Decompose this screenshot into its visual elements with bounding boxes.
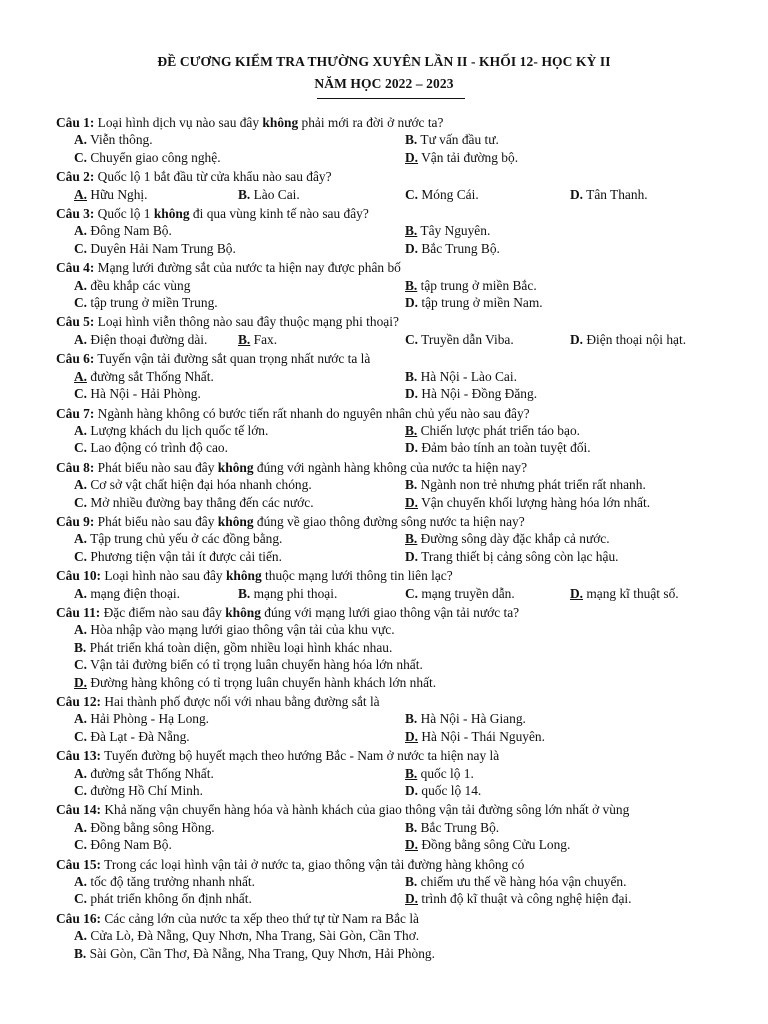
answer-option[interactable] (238, 585, 405, 602)
answer-options (56, 131, 736, 166)
option-letter: A. (74, 477, 88, 493)
answer-options (56, 186, 736, 203)
option-text: Hải Phòng - Hạ Long. (87, 711, 210, 727)
option-letter: A. (74, 711, 88, 727)
question-8 (56, 459, 736, 511)
option-letter: A. (74, 331, 88, 347)
option-text: Hà Nội - Hải Phòng. (87, 386, 201, 402)
answer-option[interactable] (405, 782, 736, 799)
answer-option[interactable] (74, 548, 405, 565)
answer-option[interactable] (405, 368, 736, 385)
option-text: Đường sông dày đặc khắp cả nước. (417, 531, 610, 547)
option-letter: C. (74, 657, 88, 673)
option-letter: C. (405, 331, 419, 347)
question-12 (56, 693, 736, 745)
answer-option[interactable] (74, 710, 405, 727)
option-letter: D. (405, 240, 419, 256)
question-6 (56, 350, 736, 402)
option-text: Vận chuyển khối lượng hàng hóa lớn nhất. (418, 494, 651, 510)
option-letter: C. (74, 548, 88, 564)
option-letter: A. (74, 765, 88, 781)
answer-options (56, 621, 736, 691)
answer-option[interactable] (405, 331, 570, 348)
option-text: Lao động có trình độ cao. (87, 440, 228, 456)
answer-option[interactable] (405, 890, 736, 907)
answer-option[interactable] (405, 294, 736, 311)
answer-option[interactable] (405, 494, 736, 511)
question-text: Phát biểu nào sau đây (94, 513, 218, 529)
question-stem (56, 856, 736, 873)
emphasis-text: không (225, 604, 261, 620)
option-letter: B. (405, 711, 418, 727)
question-number: Câu 9: (56, 513, 95, 529)
question-stem (56, 405, 736, 422)
option-text: quốc lộ 14. (418, 783, 482, 799)
question-1 (56, 114, 736, 166)
option-letter: C. (74, 728, 88, 744)
option-text: Điện thoại nội hạt. (583, 331, 687, 347)
answer-option[interactable] (74, 836, 405, 853)
answer-option[interactable] (74, 149, 405, 166)
question-stem (56, 747, 736, 764)
answer-option[interactable] (74, 656, 736, 673)
question-text: Trong các loại hình vận tải ở nước ta, giao thông vận tải đường hàng không có (101, 856, 525, 872)
question-7 (56, 405, 736, 457)
option-text: mạng kĩ thuật số. (583, 585, 679, 601)
question-number: Câu 7: (56, 405, 95, 421)
option-letter: B. (238, 186, 251, 202)
correct-option-letter: B. (405, 531, 418, 547)
answer-options (56, 368, 736, 403)
question-number: Câu 4: (56, 260, 95, 276)
question-stem (56, 567, 736, 584)
answer-option[interactable] (570, 331, 720, 348)
question-9 (56, 513, 736, 565)
option-text: đường Hồ Chí Minh. (87, 783, 203, 799)
answer-option[interactable] (74, 222, 405, 239)
option-text: Cơ sở vật chất hiện đại hóa nhanh chóng. (87, 477, 312, 493)
option-text: Đảm bảo tính an toàn tuyệt đối. (418, 440, 591, 456)
question-11 (56, 604, 736, 691)
option-letter: D. (405, 548, 419, 564)
option-letter: B. (405, 874, 418, 890)
answer-option[interactable] (405, 873, 736, 890)
question-number: Câu 10: (56, 568, 102, 584)
answer-option[interactable] (570, 585, 720, 602)
answer-option[interactable] (405, 222, 736, 239)
question-number: Câu 13: (56, 748, 102, 764)
answer-option[interactable] (74, 585, 238, 602)
question-10 (56, 567, 736, 602)
correct-option-letter: D. (405, 149, 419, 165)
school-year: NĂM HỌC 2022 – 2023 (314, 76, 454, 91)
question-4 (56, 259, 736, 311)
question-list (56, 114, 736, 964)
answer-option[interactable] (74, 782, 405, 799)
question-13 (56, 747, 736, 799)
option-letter: D. (570, 331, 584, 347)
option-letter: B. (405, 819, 418, 835)
question-stem (56, 513, 736, 530)
question-number: Câu 12: (56, 694, 102, 709)
question-16 (56, 910, 736, 962)
option-letter: C. (74, 240, 88, 256)
question-text: Loại hình viễn thông nào sau đây thuộc mạng phi thoại? (94, 314, 399, 330)
option-letter: C. (405, 585, 419, 601)
answer-option[interactable] (405, 710, 736, 727)
answer-option[interactable] (74, 530, 405, 547)
question-text: Quốc lộ 1 bắt đầu từ cửa khẩu nào sau đây? (94, 169, 332, 185)
answer-option[interactable] (74, 728, 405, 745)
option-letter: A. (74, 819, 88, 835)
option-text: Fax. (250, 331, 278, 347)
option-text: Tư vấn đầu tư. (417, 132, 499, 148)
option-letter: B. (405, 477, 418, 493)
question-number: Câu 14: (56, 802, 102, 818)
answer-option[interactable] (74, 186, 238, 203)
option-text: mạng điện thoại. (87, 585, 181, 601)
option-text: Vận tải đường bộ. (418, 149, 519, 165)
option-text: Chuyển giao công nghệ. (87, 149, 221, 165)
option-letter: A. (74, 422, 88, 438)
correct-option-letter: A. (74, 186, 88, 202)
option-text: Vận tải đường biển có tỉ trọng luân chuyển hàng hóa lớn nhất. (87, 657, 423, 673)
answer-option[interactable] (74, 131, 405, 148)
option-text: Hà Nội - Đồng Đăng. (418, 386, 538, 402)
question-5 (56, 313, 736, 348)
question-3 (56, 205, 736, 257)
option-text: tốc độ tăng trưởng nhanh nhất. (87, 874, 255, 890)
option-text: Đông Nam Bộ. (87, 223, 172, 239)
option-text: Viễn thông. (87, 132, 153, 148)
question-text: Các cảng lớn của nước ta xếp theo thứ tự từ Nam ra Bắc là (101, 910, 419, 926)
answer-option[interactable] (405, 765, 736, 782)
option-text: chiếm ưu thế về hàng hóa vận chuyển. (417, 874, 627, 890)
answer-option[interactable] (74, 674, 736, 691)
option-letter: D. (570, 186, 584, 202)
option-text: Trang thiết bị cảng sông còn lạc hậu. (418, 548, 619, 564)
answer-option[interactable] (74, 639, 736, 656)
option-text: tập trung ở miền Nam. (418, 295, 543, 311)
answer-option[interactable] (74, 621, 736, 638)
option-letter: C. (74, 149, 88, 165)
question-number: Câu 1: (56, 115, 95, 130)
answer-options (56, 530, 736, 565)
option-letter: C. (74, 295, 88, 311)
answer-option[interactable] (74, 819, 405, 836)
option-text: tập trung ở miền Trung. (87, 295, 218, 311)
answer-option[interactable] (74, 873, 405, 890)
emphasis-text: không (217, 513, 254, 529)
answer-option[interactable] (74, 494, 405, 511)
question-text: Phát biểu nào sau đây (94, 459, 218, 475)
answer-options (56, 873, 736, 908)
question-text: đi qua vùng kinh tế nào sau đây? (189, 206, 369, 222)
option-text: Phát triển khá toàn diện, gồm nhiều loại hình khác nhau. (86, 639, 393, 655)
option-letter: A. (74, 928, 88, 944)
option-text: Bắc Trung Bộ. (418, 240, 500, 256)
answer-option[interactable] (405, 240, 736, 257)
option-text: Lào Cai. (250, 186, 300, 202)
option-text: Đồng bằng sông Cửu Long. (418, 837, 571, 853)
option-text: Tập trung chủ yếu ở các đồng bằng. (87, 531, 283, 547)
option-text: Điện thoại đường dài. (87, 331, 208, 347)
option-text: Hà Nội - Hà Giang. (417, 711, 526, 727)
option-text: Cửa Lò, Đà Nẵng, Quy Nhơn, Nha Trang, Sài Gòn, Cần Thơ. (87, 928, 420, 944)
question-number: Câu 5: (56, 314, 95, 330)
question-stem (56, 350, 736, 367)
answer-options (56, 331, 736, 348)
option-letter: B. (74, 945, 87, 961)
answer-option[interactable] (238, 186, 405, 203)
answer-option[interactable] (405, 476, 736, 493)
answer-option[interactable] (405, 385, 736, 402)
question-stem (56, 910, 736, 927)
option-letter: A. (74, 585, 88, 601)
answer-option[interactable] (405, 585, 570, 602)
answer-option[interactable] (74, 476, 405, 493)
question-text: Khả năng vận chuyển hàng hóa và hành khách của giao thông vận tải đường sông lớn nhất ở vùng (101, 802, 630, 818)
option-letter: A. (74, 531, 88, 547)
option-letter: B. (74, 639, 87, 655)
question-stem (56, 801, 736, 818)
answer-options (56, 222, 736, 257)
option-letter: D. (405, 295, 419, 311)
document-title: ĐỀ CƯƠNG KIỂM TRA THƯỜNG XUYÊN LẦN II - KHỐI 12- HỌC KỲ II (157, 54, 611, 69)
option-letter: D. (405, 783, 419, 799)
option-letter: B. (405, 368, 418, 384)
emphasis-text: không (225, 568, 262, 584)
answer-options (56, 710, 736, 745)
question-number: Câu 16: (56, 910, 102, 926)
answer-options (56, 422, 736, 457)
question-number: Câu 2: (56, 169, 95, 185)
correct-option-letter: D. (570, 585, 584, 601)
option-text: đường sắt Thống Nhất. (87, 765, 214, 781)
answer-options (56, 585, 736, 602)
question-text: Ngành hàng không có bước tiến rất nhanh do nguyên nhân chủ yếu nào sau đây? (94, 405, 530, 421)
option-letter: A. (74, 277, 88, 293)
option-text: Mở nhiều đường bay thẳng đến các nước. (87, 494, 314, 510)
option-letter: A. (74, 223, 88, 239)
answer-option[interactable] (405, 131, 736, 148)
answer-option[interactable] (74, 765, 405, 782)
answer-options (56, 277, 736, 312)
option-text: phát triển không ổn định nhất. (87, 891, 252, 907)
question-2 (56, 168, 736, 203)
question-stem (56, 693, 736, 710)
question-text: Tuyến vận tải đường sắt quan trọng nhất nước ta là (94, 351, 371, 367)
option-text: Ngành non trẻ nhưng phát triển rất nhanh. (417, 477, 646, 493)
option-text: đều khắp các vùng (87, 277, 191, 293)
answer-option[interactable] (405, 186, 570, 203)
question-text: đúng với mạng lưới giao thông vận tải nước ta? (260, 604, 520, 620)
answer-option[interactable] (74, 277, 405, 294)
answer-option[interactable] (74, 890, 405, 907)
answer-options (56, 476, 736, 511)
question-text: đúng về giao thông đường sông nước ta hiện nay? (253, 513, 525, 529)
answer-option[interactable] (405, 439, 736, 456)
question-number: Câu 8: (56, 459, 95, 475)
option-text: Truyền dẫn Viba. (418, 331, 514, 347)
answer-options (56, 819, 736, 854)
correct-option-letter: B. (405, 277, 418, 293)
answer-option[interactable] (405, 728, 736, 745)
option-text: Đường hàng không có tỉ trọng luân chuyển hành khách lớn nhất. (87, 674, 437, 690)
correct-option-letter: B. (405, 422, 418, 438)
correct-option-letter: B. (405, 223, 418, 239)
title-underline (317, 98, 465, 99)
answer-option[interactable] (405, 277, 736, 294)
answer-option[interactable] (74, 945, 736, 962)
answer-option[interactable] (74, 927, 736, 944)
question-number: Câu 11: (56, 604, 101, 620)
option-letter: D. (405, 386, 419, 402)
question-text: Mạng lưới đường sắt của nước ta hiện nay được phân bố (94, 260, 401, 276)
question-number: Câu 3: (56, 206, 95, 222)
option-text: Tây Nguyên. (417, 223, 491, 239)
answer-options (56, 927, 736, 962)
option-text: trình độ kĩ thuật và công nghệ hiện đại. (418, 891, 632, 907)
option-letter: A. (74, 874, 88, 890)
option-text: Sài Gòn, Cần Thơ, Đà Nẵng, Nha Trang, Quy Nhơn, Hải Phòng. (86, 945, 435, 961)
correct-option-letter: B. (238, 331, 251, 347)
question-text: Đặc điểm nào sau đây (100, 604, 226, 620)
question-stem (56, 459, 736, 476)
option-letter: C. (74, 837, 88, 853)
correct-option-letter: D. (405, 837, 419, 853)
question-stem (56, 114, 736, 131)
answer-option[interactable] (238, 331, 405, 348)
answer-option[interactable] (405, 149, 736, 166)
option-letter: A. (74, 622, 88, 638)
question-stem (56, 168, 736, 185)
answer-option[interactable] (74, 439, 405, 456)
correct-option-letter: A. (74, 368, 88, 384)
question-stem (56, 313, 736, 330)
question-text: Loại hình nào sau đây (101, 568, 226, 584)
question-text: Loại hình dịch vụ nào sau đây (94, 115, 263, 130)
question-text: đúng với ngành hàng không của nước ta hiện nay? (253, 459, 528, 475)
question-stem (56, 604, 736, 621)
correct-option-letter: D. (405, 494, 419, 510)
answer-options (56, 765, 736, 800)
answer-option[interactable] (74, 422, 405, 439)
option-text: Đà Lạt - Đà Nẵng. (87, 728, 190, 744)
question-text: phải mới ra đời ở nước ta? (298, 115, 444, 130)
option-text: Tân Thanh. (583, 186, 648, 202)
option-text: Lượng khách du lịch quốc tế lớn. (87, 422, 269, 438)
option-letter: B. (405, 132, 418, 148)
option-text: Phương tiện vận tải ít được cải tiến. (87, 548, 282, 564)
option-text: Hữu Nghị. (87, 186, 148, 202)
answer-option[interactable] (74, 331, 238, 348)
answer-option[interactable] (74, 240, 405, 257)
option-text: tập trung ở miền Bắc. (417, 277, 537, 293)
option-letter: C. (74, 783, 88, 799)
question-stem (56, 205, 736, 222)
emphasis-text: không (217, 459, 254, 475)
correct-option-letter: B. (405, 765, 418, 781)
option-letter: C. (74, 440, 88, 456)
option-text: Móng Cái. (418, 186, 479, 202)
question-15 (56, 856, 736, 908)
answer-option[interactable] (405, 422, 736, 439)
option-text: Bắc Trung Bộ. (417, 819, 500, 835)
question-text: Hai thành phố được nối với nhau bằng đường sắt là (101, 694, 380, 709)
question-number: Câu 15: (56, 856, 102, 872)
option-text: Đồng bằng sông Hồng. (87, 819, 215, 835)
emphasis-text: không (262, 115, 299, 130)
option-letter: C. (74, 891, 88, 907)
question-number: Câu 6: (56, 351, 95, 367)
answer-option[interactable] (405, 548, 736, 565)
option-text: Duyên Hải Nam Trung Bộ. (87, 240, 236, 256)
option-letter: A. (74, 132, 88, 148)
option-text: đường sắt Thống Nhất. (87, 368, 214, 384)
correct-option-letter: D. (405, 891, 419, 907)
option-letter: C. (405, 186, 419, 202)
option-text: Hà Nội - Lào Cai. (417, 368, 517, 384)
emphasis-text: không (153, 206, 190, 222)
question-text: Quốc lộ 1 (94, 206, 154, 222)
answer-option[interactable] (405, 819, 736, 836)
option-text: Đông Nam Bộ. (87, 837, 172, 853)
option-letter: C. (74, 386, 88, 402)
answer-option[interactable] (74, 294, 405, 311)
option-letter: B. (238, 585, 251, 601)
option-text: Chiến lược phát triển táo bạo. (417, 422, 580, 438)
option-text: mạng truyền dẫn. (418, 585, 515, 601)
question-14 (56, 801, 736, 853)
question-text: thuộc mạng lưới thông tin liên lạc? (261, 568, 453, 584)
correct-option-letter: D. (74, 674, 88, 690)
option-text: Hòa nhập vào mạng lưới giao thông vận tải của khu vực. (87, 622, 395, 638)
option-text: quốc lộ 1. (417, 765, 474, 781)
option-letter: D. (405, 440, 419, 456)
answer-option[interactable] (570, 186, 720, 203)
option-letter: C. (74, 494, 88, 510)
answer-option[interactable] (74, 368, 405, 385)
answer-option[interactable] (74, 385, 405, 402)
option-text: Hà Nội - Thái Nguyên. (418, 728, 545, 744)
correct-option-letter: D. (405, 728, 419, 744)
answer-option[interactable] (405, 836, 736, 853)
answer-option[interactable] (405, 530, 736, 547)
question-stem (56, 259, 736, 276)
option-text: mạng phi thoại. (250, 585, 338, 601)
question-text: Tuyến đường bộ huyết mạch theo hướng Bắc - Nam ở nước ta hiện nay là (101, 748, 500, 764)
